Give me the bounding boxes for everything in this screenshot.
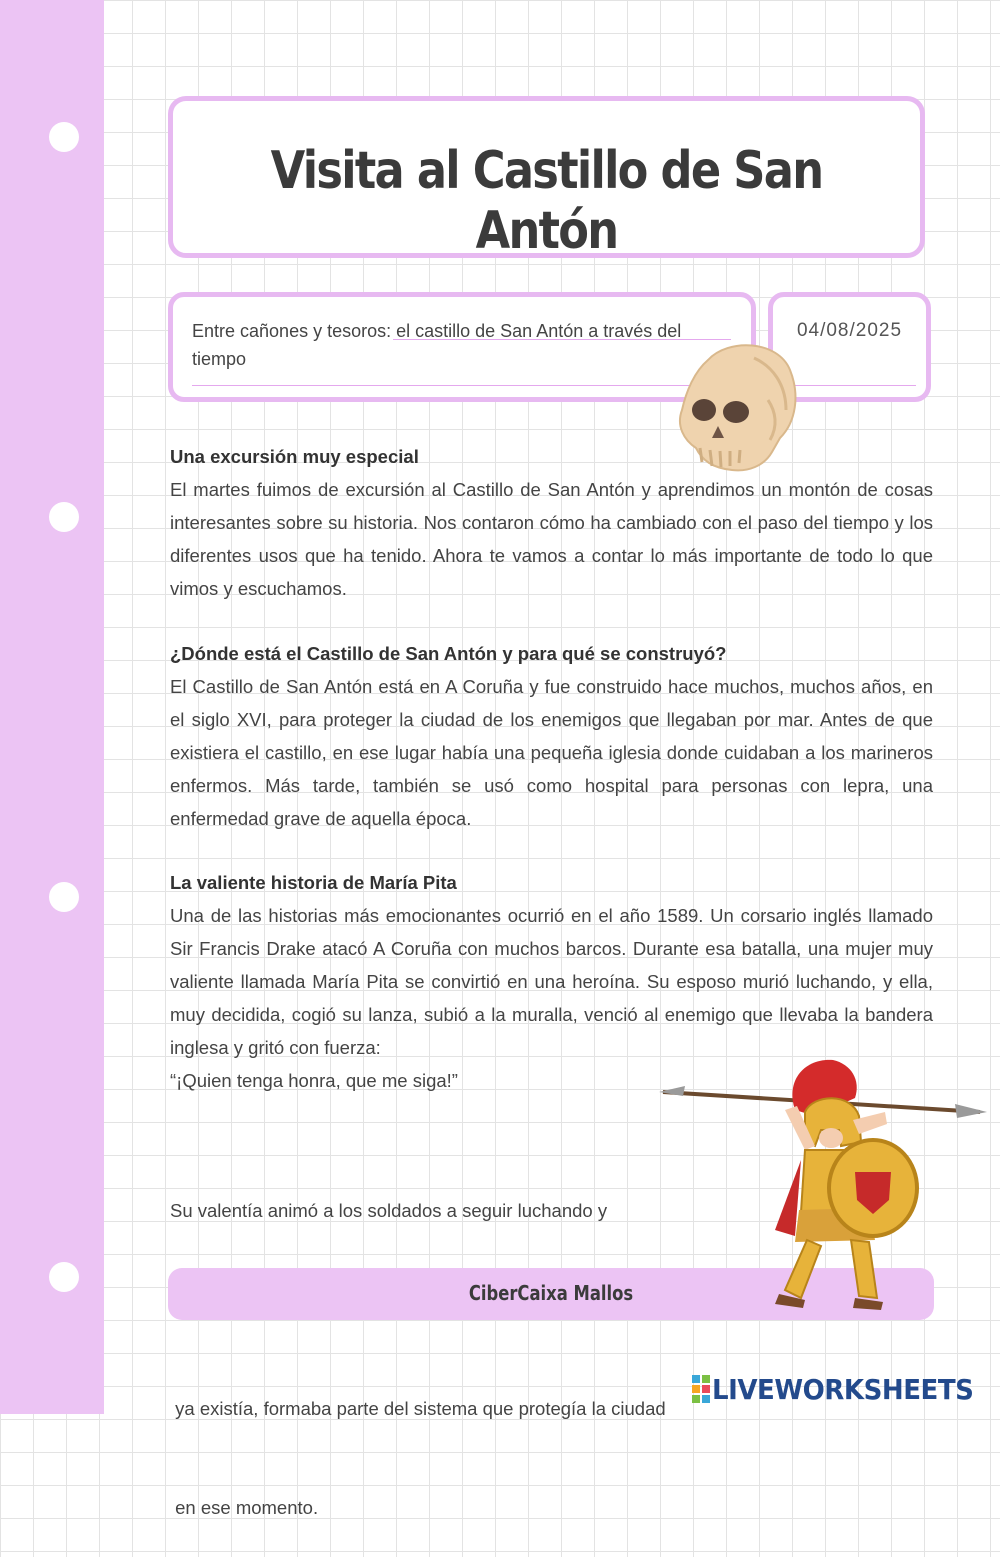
footer-text: CiberCaixa Mallos xyxy=(468,1281,634,1305)
section-paragraph: Una de las historias más emocionantes ocurrió en el año 1589. Un corsario inglés llamado Sir Francis Drake atacó A Coruña con muchos barcos. Durante esa batalla, una mujer muy valiente llamada María Pita se convirtió en una heroína. Su esposo murió luchando, y ella, muy decidida, cogió su lanza, subió a la muralla, venció al enemigo que llevaba la bandera inglesa y gritó con fuerza: xyxy=(170,905,933,1058)
date-underline xyxy=(787,385,916,386)
binder-hole xyxy=(49,122,79,152)
date-text: 04/08/2025 xyxy=(796,320,903,341)
liveworksheets-logo xyxy=(692,1373,992,1405)
section-paragraph: El martes fuimos de excursión al Castillo de San Antón y aprendimos un montón de cosas interesantes sobre su historia. Nos contaron cómo ha cambiado con el paso del tiempo y los diferentes usos que ha tenido. Ahora te vamos a contar lo más importante de todo lo que vimos y escuchamos. xyxy=(170,479,933,599)
section-paragraph: El Castillo de San Antón está en A Coruña y fue construido hace muchos, muchos años, en el siglo XVI, para proteger la ciudad de los enemigos que llegaban por mar. Antes de que existiera el castillo, en ese lugar había una pequeña iglesia donde cuidaban a los marineros enfermos. Más tarde, también se usó como hospital para personas con lepra, una enfermedad grave de aquella época. xyxy=(170,676,933,829)
binder-hole xyxy=(49,1262,79,1292)
closing-line: en ese momento. xyxy=(170,1497,319,1518)
spartan-warrior-illustration xyxy=(655,1050,990,1315)
closing-line: Su valentía animó a los soldados a seguir luchando y xyxy=(170,1200,608,1221)
watermark-text: LIVEWORKSHEETS xyxy=(712,1373,974,1406)
quote-text: “¡Quien tenga honra, que me siga!” xyxy=(170,1070,458,1091)
title-box xyxy=(168,96,925,261)
section-location xyxy=(170,637,933,835)
closing-line: ya existía, formaba parte del sistema que protegía la ciudad xyxy=(170,1398,666,1419)
liveworksheets-icon xyxy=(692,1375,712,1403)
subtitle-underline xyxy=(192,385,737,386)
subtitle-text: Entre cañones y tesoros: el castillo de San Antón a través del tiempo xyxy=(192,321,682,369)
section-heading: Una excursión muy especial xyxy=(170,446,419,467)
section-excursion xyxy=(170,440,933,605)
binder-hole xyxy=(49,502,79,532)
section-heading: ¿Dónde está el Castillo de San Antón y para qué se construyó? xyxy=(170,643,727,664)
closing-paragraph xyxy=(170,1128,730,1557)
section-heading: La valiente historia de María Pita xyxy=(170,872,457,893)
binder-hole xyxy=(49,882,79,912)
binder-strip xyxy=(0,0,104,1414)
page-title: Visita al Castillo de San Antón xyxy=(270,141,823,261)
